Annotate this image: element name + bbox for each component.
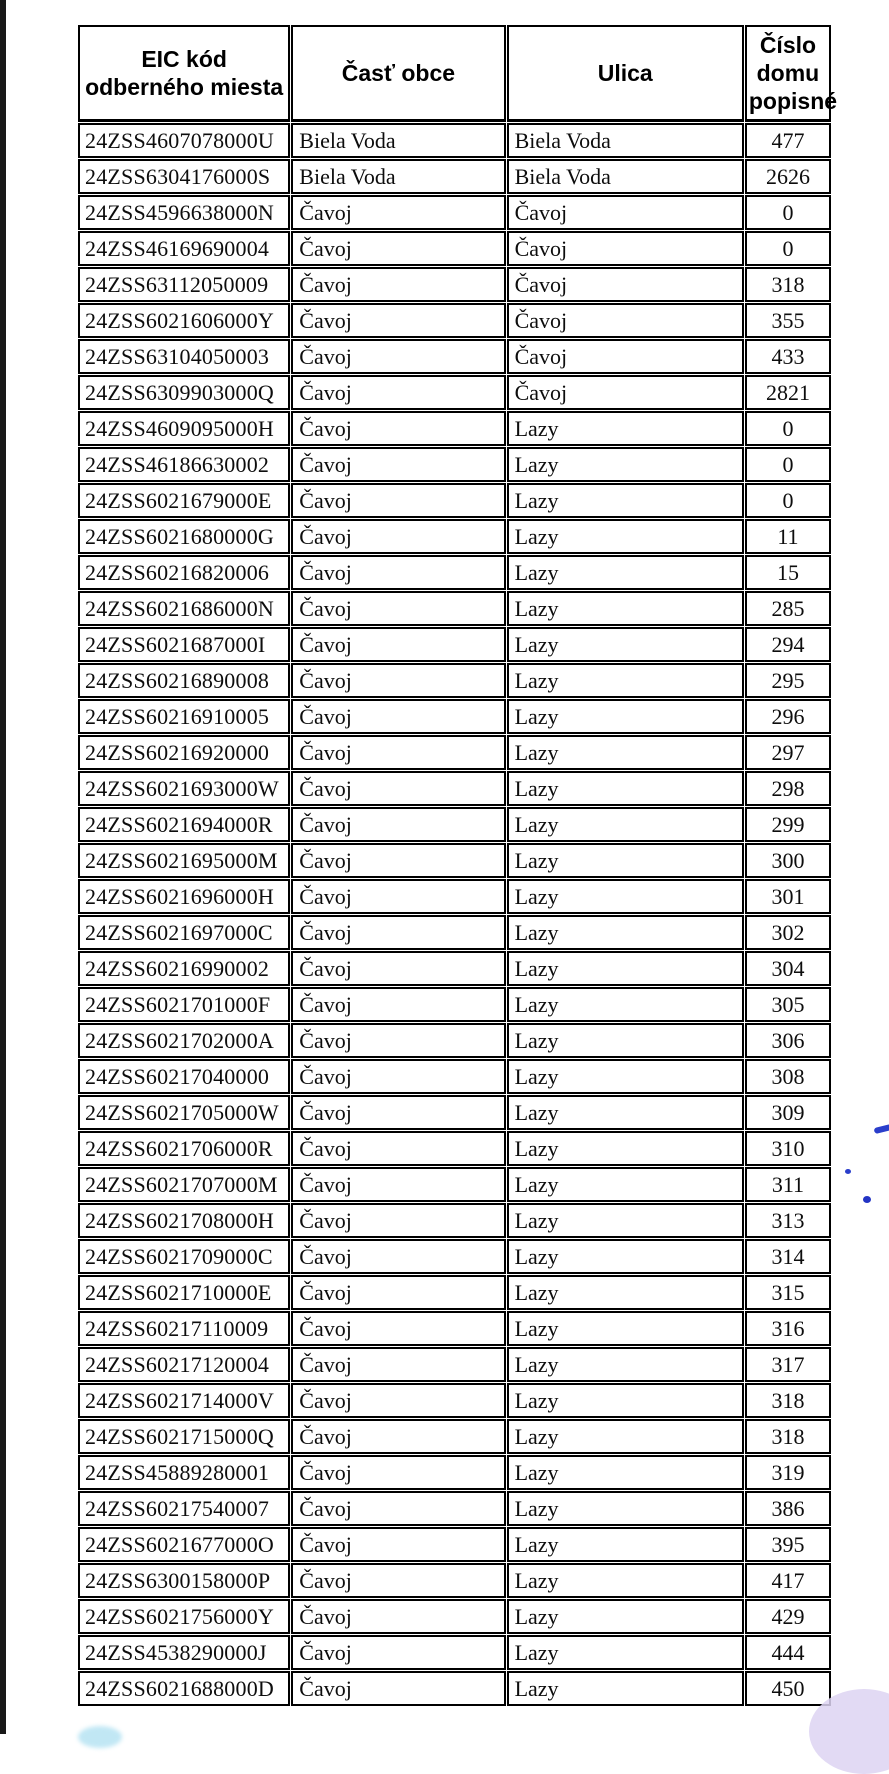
eic-code-cell: 24ZSS6300158000P bbox=[78, 1563, 290, 1598]
ulica-cell: Čavoj bbox=[507, 339, 744, 374]
cast-obce-cell: Čavoj bbox=[291, 1491, 505, 1526]
cast-obce-cell: Čavoj bbox=[291, 1311, 505, 1346]
cislo-domu-cell: 318 bbox=[745, 1419, 831, 1454]
cislo-domu-cell: 298 bbox=[745, 771, 831, 806]
eic-code-cell: 24ZSS6021695000M bbox=[78, 843, 290, 878]
table-row bbox=[78, 231, 831, 266]
cast-obce-cell: Čavoj bbox=[291, 807, 505, 842]
cast-obce-cell: Čavoj bbox=[291, 1527, 505, 1562]
table-row bbox=[78, 627, 831, 662]
ulica-cell: Lazy bbox=[507, 951, 744, 986]
cislo-domu-cell: 433 bbox=[745, 339, 831, 374]
ulica-cell: Lazy bbox=[507, 1419, 744, 1454]
ulica-cell: Lazy bbox=[507, 1671, 744, 1706]
cast-obce-cell: Čavoj bbox=[291, 1419, 505, 1454]
table-row bbox=[78, 1527, 831, 1562]
table-row bbox=[78, 1275, 831, 1310]
table-row bbox=[78, 1167, 831, 1202]
ulica-cell: Biela Voda bbox=[507, 159, 744, 194]
cislo-domu-cell: 319 bbox=[745, 1455, 831, 1490]
table-row bbox=[78, 1635, 831, 1670]
cislo-domu-cell: 395 bbox=[745, 1527, 831, 1562]
table-row bbox=[78, 303, 831, 338]
ulica-cell: Lazy bbox=[507, 879, 744, 914]
ulica-cell: Lazy bbox=[507, 1563, 744, 1598]
cast-obce-cell: Čavoj bbox=[291, 1167, 505, 1202]
table-row bbox=[78, 699, 831, 734]
ulica-cell: Lazy bbox=[507, 555, 744, 590]
ulica-cell: Čavoj bbox=[507, 303, 744, 338]
pen-mark-dash bbox=[874, 1124, 889, 1134]
ulica-cell: Čavoj bbox=[507, 375, 744, 410]
eic-code-cell: 24ZSS60216890008 bbox=[78, 663, 290, 698]
cast-obce-cell: Čavoj bbox=[291, 987, 505, 1022]
cast-obce-cell: Čavoj bbox=[291, 1059, 505, 1094]
cislo-domu-cell: 429 bbox=[745, 1599, 831, 1634]
scanner-edge-bar bbox=[0, 0, 6, 1734]
cislo-domu-cell: 285 bbox=[745, 591, 831, 626]
eic-code-cell: 24ZSS6021708000H bbox=[78, 1203, 290, 1238]
ulica-cell: Lazy bbox=[507, 519, 744, 554]
table-row bbox=[78, 987, 831, 1022]
table-row bbox=[78, 1599, 831, 1634]
header-cast-obce: Časť obce bbox=[291, 25, 505, 122]
ulica-cell: Čavoj bbox=[507, 195, 744, 230]
pen-mark-dot-small bbox=[845, 1169, 851, 1174]
ulica-cell: Lazy bbox=[507, 1275, 744, 1310]
cislo-domu-cell: 0 bbox=[745, 447, 831, 482]
eic-code-cell: 24ZSS6021679000E bbox=[78, 483, 290, 518]
ulica-cell: Lazy bbox=[507, 1167, 744, 1202]
table-row bbox=[78, 1491, 831, 1526]
table-row bbox=[78, 1239, 831, 1274]
table-row bbox=[78, 807, 831, 842]
cast-obce-cell: Čavoj bbox=[291, 1023, 505, 1058]
ulica-cell: Lazy bbox=[507, 1131, 744, 1166]
ulica-cell: Lazy bbox=[507, 663, 744, 698]
eic-code-cell: 24ZSS60216920000 bbox=[78, 735, 290, 770]
table-row bbox=[78, 1023, 831, 1058]
eic-code-cell: 24ZSS60217120004 bbox=[78, 1347, 290, 1382]
cast-obce-cell: Čavoj bbox=[291, 735, 505, 770]
cast-obce-cell: Čavoj bbox=[291, 1383, 505, 1418]
ulica-cell: Lazy bbox=[507, 987, 744, 1022]
cislo-domu-cell: 0 bbox=[745, 411, 831, 446]
ulica-cell: Lazy bbox=[507, 1599, 744, 1634]
table-row bbox=[78, 843, 831, 878]
cast-obce-cell: Čavoj bbox=[291, 843, 505, 878]
cislo-domu-cell: 0 bbox=[745, 231, 831, 266]
cast-obce-cell: Čavoj bbox=[291, 951, 505, 986]
eic-code-cell: 24ZSS46169690004 bbox=[78, 231, 290, 266]
eic-code-cell: 24ZSS6021709000C bbox=[78, 1239, 290, 1274]
cast-obce-cell: Čavoj bbox=[291, 1203, 505, 1238]
ulica-cell: Lazy bbox=[507, 843, 744, 878]
eic-code-cell: 24ZSS6021702000A bbox=[78, 1023, 290, 1058]
eic-code-cell: 24ZSS46186630002 bbox=[78, 447, 290, 482]
eic-code-cell: 24ZSS60217040000 bbox=[78, 1059, 290, 1094]
eic-code-cell: 24ZSS6021707000M bbox=[78, 1167, 290, 1202]
cast-obce-cell: Čavoj bbox=[291, 1131, 505, 1166]
eic-code-cell: 24ZSS6021693000W bbox=[78, 771, 290, 806]
cislo-domu-cell: 317 bbox=[745, 1347, 831, 1382]
cislo-domu-cell: 299 bbox=[745, 807, 831, 842]
header-ulica: Ulica bbox=[507, 25, 744, 122]
cislo-domu-cell: 305 bbox=[745, 987, 831, 1022]
ulica-cell: Lazy bbox=[507, 627, 744, 662]
cast-obce-cell: Čavoj bbox=[291, 1563, 505, 1598]
eic-code-cell: 24ZSS6021606000Y bbox=[78, 303, 290, 338]
cast-obce-cell: Čavoj bbox=[291, 627, 505, 662]
ulica-cell: Lazy bbox=[507, 1239, 744, 1274]
cast-obce-cell: Čavoj bbox=[291, 1095, 505, 1130]
table-row bbox=[78, 123, 831, 158]
cislo-domu-cell: 11 bbox=[745, 519, 831, 554]
cislo-domu-cell: 316 bbox=[745, 1311, 831, 1346]
table-row bbox=[78, 519, 831, 554]
eic-code-cell: 24ZSS6021688000D bbox=[78, 1671, 290, 1706]
table-row bbox=[78, 1095, 831, 1130]
eic-code-cell: 24ZSS6021680000G bbox=[78, 519, 290, 554]
cislo-domu-cell: 0 bbox=[745, 483, 831, 518]
cislo-domu-cell: 297 bbox=[745, 735, 831, 770]
cislo-domu-cell: 308 bbox=[745, 1059, 831, 1094]
eic-code-cell: 24ZSS60216820006 bbox=[78, 555, 290, 590]
cislo-domu-cell: 444 bbox=[745, 1635, 831, 1670]
ulica-cell: Lazy bbox=[507, 1347, 744, 1382]
table-row bbox=[78, 915, 831, 950]
eic-code-cell: 24ZSS6021694000R bbox=[78, 807, 290, 842]
table-row bbox=[78, 663, 831, 698]
ulica-cell: Lazy bbox=[507, 735, 744, 770]
table-row bbox=[78, 1347, 831, 1382]
eic-code-cell: 24ZSS6021705000W bbox=[78, 1095, 290, 1130]
ulica-cell: Lazy bbox=[507, 1635, 744, 1670]
cislo-domu-cell: 2626 bbox=[745, 159, 831, 194]
ulica-cell: Lazy bbox=[507, 1023, 744, 1058]
cast-obce-cell: Čavoj bbox=[291, 1347, 505, 1382]
table-row bbox=[78, 1311, 831, 1346]
ulica-cell: Lazy bbox=[507, 1527, 744, 1562]
table-row bbox=[78, 1455, 831, 1490]
pen-mark-dot-large bbox=[863, 1196, 871, 1203]
ulica-cell: Lazy bbox=[507, 771, 744, 806]
cast-obce-cell: Čavoj bbox=[291, 339, 505, 374]
cislo-domu-cell: 309 bbox=[745, 1095, 831, 1130]
table-row bbox=[78, 1131, 831, 1166]
eic-code-cell: 24ZSS60216910005 bbox=[78, 699, 290, 734]
cislo-domu-cell: 301 bbox=[745, 879, 831, 914]
ulica-cell: Lazy bbox=[507, 699, 744, 734]
eic-code-cell: 24ZSS6021715000Q bbox=[78, 1419, 290, 1454]
table-row bbox=[78, 267, 831, 302]
cislo-domu-cell: 0 bbox=[745, 195, 831, 230]
table-row bbox=[78, 159, 831, 194]
eic-code-cell: 24ZSS6304176000S bbox=[78, 159, 290, 194]
cast-obce-cell: Čavoj bbox=[291, 771, 505, 806]
table-row bbox=[78, 1419, 831, 1454]
cast-obce-cell: Čavoj bbox=[291, 231, 505, 266]
eic-code-cell: 24ZSS4538290000J bbox=[78, 1635, 290, 1670]
table-row bbox=[78, 555, 831, 590]
scan-smudge-bottom-left bbox=[78, 1726, 122, 1748]
eic-code-cell: 24ZSS6021686000N bbox=[78, 591, 290, 626]
cislo-domu-cell: 318 bbox=[745, 267, 831, 302]
header-eic-code: EIC kód odberného miesta bbox=[78, 25, 290, 122]
eic-code-cell: 24ZSS6021710000E bbox=[78, 1275, 290, 1310]
table-row bbox=[78, 339, 831, 374]
cast-obce-cell: Čavoj bbox=[291, 1239, 505, 1274]
table-row bbox=[78, 483, 831, 518]
eic-code-cell: 24ZSS63104050003 bbox=[78, 339, 290, 374]
cast-obce-cell: Čavoj bbox=[291, 411, 505, 446]
ulica-cell: Lazy bbox=[507, 1383, 744, 1418]
eic-code-cell: 24ZSS6021701000F bbox=[78, 987, 290, 1022]
cast-obce-cell: Čavoj bbox=[291, 375, 505, 410]
eic-code-cell: 24ZSS6309903000Q bbox=[78, 375, 290, 410]
eic-code-cell: 24ZSS6021756000Y bbox=[78, 1599, 290, 1634]
cislo-domu-cell: 310 bbox=[745, 1131, 831, 1166]
cislo-domu-cell: 386 bbox=[745, 1491, 831, 1526]
table-row bbox=[78, 447, 831, 482]
cislo-domu-cell: 315 bbox=[745, 1275, 831, 1310]
cislo-domu-cell: 15 bbox=[745, 555, 831, 590]
table-header bbox=[78, 25, 838, 122]
cast-obce-cell: Čavoj bbox=[291, 1455, 505, 1490]
table-row bbox=[78, 1383, 831, 1418]
eic-code-cell: 24ZSS63112050009 bbox=[78, 267, 290, 302]
cast-obce-cell: Čavoj bbox=[291, 879, 505, 914]
cislo-domu-cell: 2821 bbox=[745, 375, 831, 410]
cislo-domu-cell: 318 bbox=[745, 1383, 831, 1418]
cast-obce-cell: Čavoj bbox=[291, 447, 505, 482]
cislo-domu-cell: 302 bbox=[745, 915, 831, 950]
ulica-cell: Čavoj bbox=[507, 231, 744, 266]
cast-obce-cell: Čavoj bbox=[291, 555, 505, 590]
ulica-cell: Lazy bbox=[507, 1491, 744, 1526]
cislo-domu-cell: 295 bbox=[745, 663, 831, 698]
cislo-domu-cell: 417 bbox=[745, 1563, 831, 1598]
table-row bbox=[78, 735, 831, 770]
eic-code-cell: 24ZSS6021677000O bbox=[78, 1527, 290, 1562]
ulica-cell: Lazy bbox=[507, 483, 744, 518]
cast-obce-cell: Čavoj bbox=[291, 663, 505, 698]
cislo-domu-cell: 313 bbox=[745, 1203, 831, 1238]
cislo-domu-cell: 300 bbox=[745, 843, 831, 878]
cislo-domu-cell: 450 bbox=[745, 1671, 831, 1706]
table-row bbox=[78, 411, 831, 446]
eic-code-cell: 24ZSS60217540007 bbox=[78, 1491, 290, 1526]
cislo-domu-cell: 314 bbox=[745, 1239, 831, 1274]
cast-obce-cell: Čavoj bbox=[291, 267, 505, 302]
cast-obce-cell: Čavoj bbox=[291, 483, 505, 518]
eic-code-cell: 24ZSS60217110009 bbox=[78, 1311, 290, 1346]
eic-code-cell: 24ZSS4596638000N bbox=[78, 195, 290, 230]
cislo-domu-cell: 296 bbox=[745, 699, 831, 734]
eic-code-cell: 24ZSS60216990002 bbox=[78, 951, 290, 986]
table-row bbox=[78, 879, 831, 914]
eic-code-cell: 24ZSS6021696000H bbox=[78, 879, 290, 914]
eic-points-table bbox=[77, 24, 838, 1707]
cast-obce-cell: Čavoj bbox=[291, 303, 505, 338]
cast-obce-cell: Čavoj bbox=[291, 915, 505, 950]
header-cislo-domu: Číslo domu popisné bbox=[745, 25, 831, 122]
cast-obce-cell: Čavoj bbox=[291, 195, 505, 230]
cislo-domu-cell: 304 bbox=[745, 951, 831, 986]
eic-code-cell: 24ZSS6021706000R bbox=[78, 1131, 290, 1166]
ulica-cell: Lazy bbox=[507, 1095, 744, 1130]
ulica-cell: Lazy bbox=[507, 1455, 744, 1490]
cast-obce-cell: Čavoj bbox=[291, 699, 505, 734]
cislo-domu-cell: 477 bbox=[745, 123, 831, 158]
ulica-cell: Čavoj bbox=[507, 267, 744, 302]
ulica-cell: Lazy bbox=[507, 411, 744, 446]
ulica-cell: Lazy bbox=[507, 447, 744, 482]
eic-code-cell: 24ZSS4607078000U bbox=[78, 123, 290, 158]
table-row bbox=[78, 591, 831, 626]
cislo-domu-cell: 311 bbox=[745, 1167, 831, 1202]
table-row bbox=[78, 1203, 831, 1238]
table-row bbox=[78, 375, 831, 410]
cast-obce-cell: Čavoj bbox=[291, 519, 505, 554]
cast-obce-cell: Čavoj bbox=[291, 1635, 505, 1670]
cast-obce-cell: Čavoj bbox=[291, 1671, 505, 1706]
ulica-cell: Lazy bbox=[507, 915, 744, 950]
ulica-cell: Lazy bbox=[507, 1311, 744, 1346]
table-row bbox=[78, 195, 831, 230]
ulica-cell: Lazy bbox=[507, 1059, 744, 1094]
ulica-cell: Lazy bbox=[507, 1203, 744, 1238]
ulica-cell: Biela Voda bbox=[507, 123, 744, 158]
header-row bbox=[78, 25, 831, 122]
table-row bbox=[78, 771, 831, 806]
cislo-domu-cell: 355 bbox=[745, 303, 831, 338]
eic-code-cell: 24ZSS45889280001 bbox=[78, 1455, 290, 1490]
cast-obce-cell: Čavoj bbox=[291, 1275, 505, 1310]
ulica-cell: Lazy bbox=[507, 591, 744, 626]
eic-code-cell: 24ZSS6021687000I bbox=[78, 627, 290, 662]
eic-code-cell: 24ZSS6021714000V bbox=[78, 1383, 290, 1418]
eic-code-cell: 24ZSS6021697000C bbox=[78, 915, 290, 950]
ulica-cell: Lazy bbox=[507, 807, 744, 842]
table-row bbox=[78, 1059, 831, 1094]
eic-code-cell: 24ZSS4609095000H bbox=[78, 411, 290, 446]
table-row bbox=[78, 1563, 831, 1598]
cislo-domu-cell: 306 bbox=[745, 1023, 831, 1058]
cast-obce-cell: Biela Voda bbox=[291, 123, 505, 158]
table-body bbox=[78, 123, 831, 1706]
cast-obce-cell: Biela Voda bbox=[291, 159, 505, 194]
cast-obce-cell: Čavoj bbox=[291, 591, 505, 626]
table-row bbox=[78, 951, 831, 986]
cislo-domu-cell: 294 bbox=[745, 627, 831, 662]
table-row bbox=[78, 1671, 831, 1706]
cast-obce-cell: Čavoj bbox=[291, 1599, 505, 1634]
